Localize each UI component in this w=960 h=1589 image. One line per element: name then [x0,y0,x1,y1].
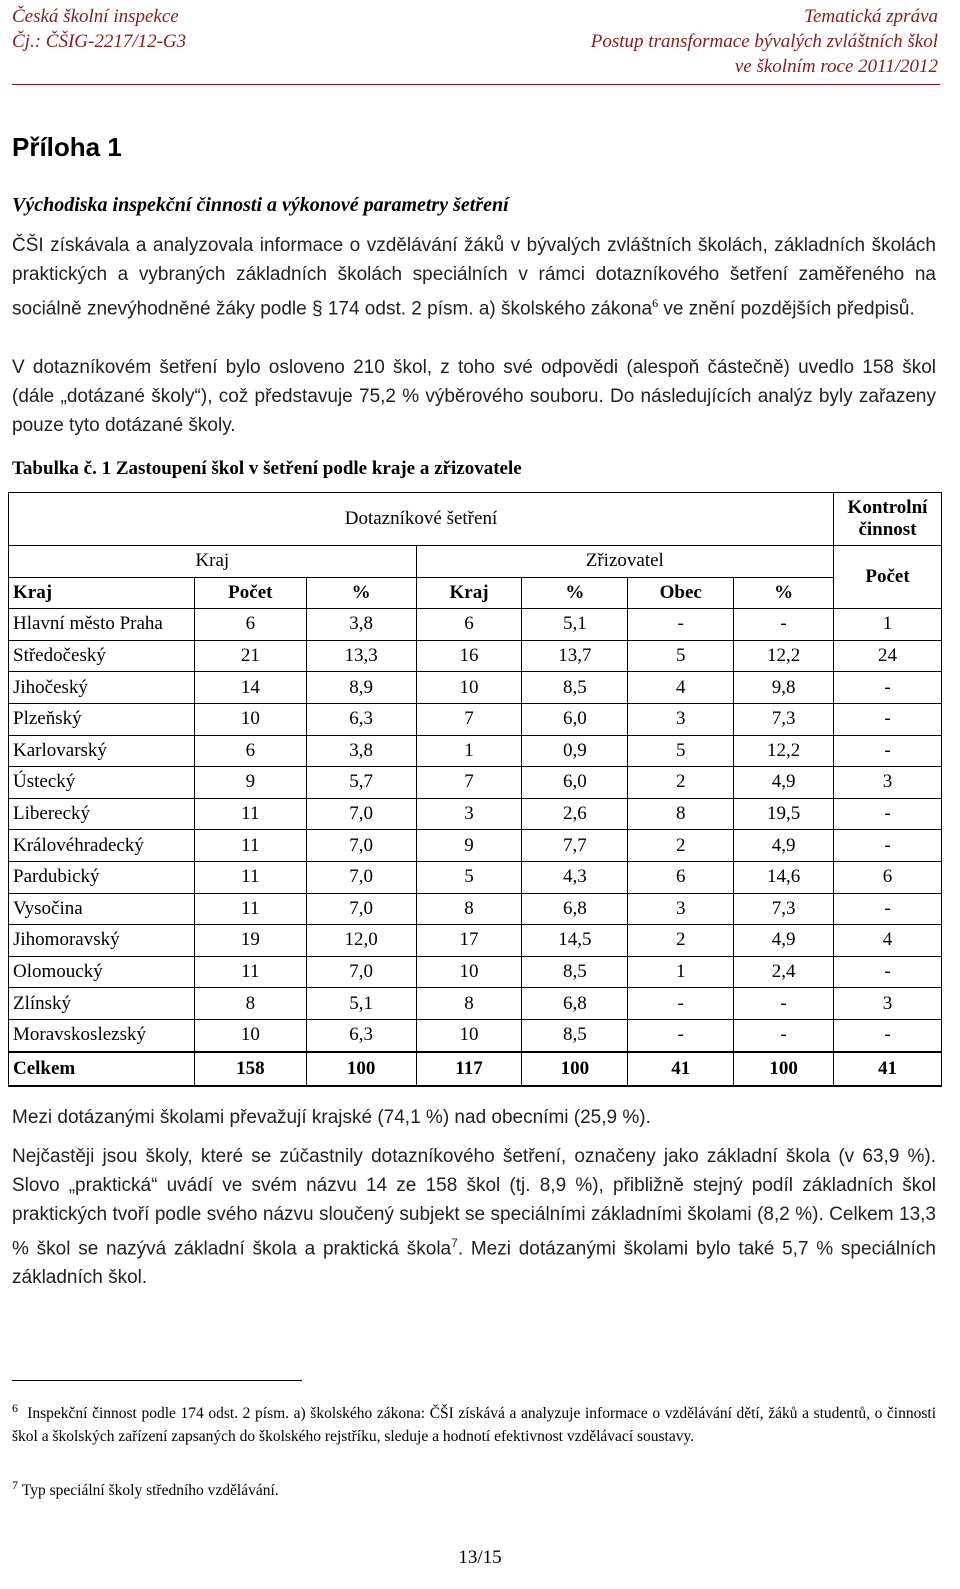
section-title: Východiska inspekční činnosti a výkonové parametry šetření [12,194,509,216]
page-title: Příloha 1 [12,132,122,162]
header-school-year: ve školním roce 2011/2012 [734,56,938,77]
cell-school-pct: 13,3 [306,640,416,672]
cell-kraj-pct: 8,5 [522,1019,628,1051]
cell-region: Olomoucký [9,956,195,988]
footnote-7-text: Typ speciální školy středního vzdělávání. [21,1482,279,1500]
cell-school-pct: 3,8 [306,609,416,641]
cell-control-count: - [834,830,942,862]
cell-obec-pct: 7,3 [734,703,834,735]
cell-obec-pct: 9,8 [734,672,834,704]
cell-obec-count: 3 [628,893,734,925]
cell-school-count: 11 [194,893,306,925]
col-header-pct-kraj: % [522,577,628,609]
cell-obec-count: 2 [628,767,734,799]
survey-group-header: Dotazníkové šetření [9,493,834,546]
table-row [9,893,942,925]
cell-school-count: 11 [194,798,306,830]
header-left [12,4,186,54]
cell-obec-count: 5 [628,640,734,672]
table-row [9,672,942,704]
cell-kraj-count: 10 [416,672,522,704]
cell-kraj-count: 7 [416,767,522,799]
intro-text-end: ve znění pozdějších předpisů. [658,298,915,320]
cell-kraj-count: 8 [416,893,522,925]
cell-school-pct: 7,0 [306,956,416,988]
cell-control-count: - [834,672,942,704]
col-header-kraj: Kraj [9,577,195,609]
footnote-6-text: Inspekční činnost podle 174 odst. 2 písm. a) školského zákona: ČŠI získává a analyzuje informace o vzdělávání dětí, žáků a studentů, o činnosti škol a školských zařízení zapsaných do školského rejstříku, sleduje a hodnotí efektivnost vzdělávací soustavy. [12,1405,937,1446]
cell-control-count: - [834,956,942,988]
control-count-header: Počet [834,546,942,609]
kraj-group-header: Kraj [9,546,417,578]
cell-kraj-count: 9 [416,830,522,862]
cell-control-count: - [834,735,942,767]
cell-control-count: 3 [834,988,942,1020]
cell-school-count: 6 [194,735,306,767]
cell-region: Jihomoravský [9,925,195,957]
footnote-7-number: 7 [12,1478,18,1492]
header-divider [12,84,940,85]
cell-kraj-count: 5 [416,861,522,893]
header-reference-number: Čj.: ČŠIG-2217/12-G3 [12,31,187,52]
cell-kraj-count: 16 [416,640,522,672]
cell-kraj-count: 17 [416,925,522,957]
cell-control-count: 24 [834,640,942,672]
cell-obec-count: 2 [628,925,734,957]
table-row [9,830,942,862]
col-header-pocet: Počet [194,577,306,609]
cell-control-count: - [834,798,942,830]
table-row [9,703,942,735]
schools-by-region-table [8,492,942,1087]
cell-school-pct: 7,0 [306,893,416,925]
cell-region: Karlovarský [9,735,195,767]
cell-region: Středočeský [9,640,195,672]
cell-school-count: 19 [194,925,306,957]
footnote-6 [12,1397,936,1448]
cell-region: Jihočeský [9,672,195,704]
footnote-ref-6[interactable]: 6 [652,296,659,310]
table-row [9,735,942,767]
col-header-obec: Obec [628,577,734,609]
col-header-kraj-founder: Kraj [416,577,522,609]
cell-kraj-pct: 13,7 [522,640,628,672]
cell-control-count: 4 [834,925,942,957]
cell-obec-pct: 7,3 [734,893,834,925]
page-number: 13/15 [458,1547,502,1568]
cell-kraj-pct: 6,8 [522,988,628,1020]
cell-obec-count: 4 [628,672,734,704]
cell-obec-pct: - [734,988,834,1020]
cell-obec-count: 2 [628,830,734,862]
table-row [9,609,942,641]
cell-school-count: 21 [194,640,306,672]
school-names-text-end: . Mezi dotázanými školami bylo také 5,7 % speciálních základních škol. [12,1238,936,1289]
cell-kraj-pct: 14,5 [522,925,628,957]
cell-school-count: 10 [194,703,306,735]
cell-region: Vysočina [9,893,195,925]
footnote-divider [12,1380,302,1381]
total-kraj-pct: 100 [522,1052,628,1086]
cell-kraj-count: 6 [416,609,522,641]
table-total-row [9,1052,942,1086]
total-school-count: 158 [194,1052,306,1086]
cell-school-pct: 5,7 [306,767,416,799]
cell-obec-count: 5 [628,735,734,767]
cell-region: Liberecký [9,798,195,830]
cell-obec-count: 1 [628,956,734,988]
cell-control-count: 1 [834,609,942,641]
total-obec-count: 41 [628,1052,734,1086]
table-caption: Tabulka č. 1 Zastoupení škol v šetření podle kraje a zřizovatele [12,458,522,479]
cell-region: Moravskoslezský [9,1019,195,1051]
cell-obec-pct: 19,5 [734,798,834,830]
table-row [9,925,942,957]
cell-kraj-count: 10 [416,956,522,988]
cell-control-count: - [834,1019,942,1051]
cell-obec-pct: 4,9 [734,925,834,957]
cell-obec-count: - [628,1019,734,1051]
table-row [9,1019,942,1051]
cell-control-count: 6 [834,861,942,893]
cell-region: Plzeňský [9,703,195,735]
cell-kraj-pct: 4,3 [522,861,628,893]
table-row [9,640,942,672]
cell-school-count: 10 [194,1019,306,1051]
total-kraj-count: 117 [416,1052,522,1086]
cell-obec-count: 3 [628,703,734,735]
cell-kraj-count: 3 [416,798,522,830]
table-body [9,609,942,1086]
cell-obec-pct: 4,9 [734,767,834,799]
table-row [9,988,942,1020]
zrizovatel-group-header: Zřizovatel [416,546,833,578]
cell-control-count: - [834,893,942,925]
cell-school-count: 6 [194,609,306,641]
cell-obec-count: - [628,609,734,641]
header-report-title: Postup transformace bývalých zvláštních škol [590,31,938,52]
founder-summary-paragraph: Mezi dotázanými školami převažují krajské (74,1 %) nad obecními (25,9 %). [12,1107,651,1128]
cell-obec-count: 8 [628,798,734,830]
total-obec-pct: 100 [734,1052,834,1086]
cell-control-count: 3 [834,767,942,799]
cell-kraj-pct: 6,8 [522,893,628,925]
cell-kraj-pct: 6,0 [522,703,628,735]
cell-obec-pct: 2,4 [734,956,834,988]
cell-kraj-pct: 6,0 [522,767,628,799]
cell-obec-pct: - [734,609,834,641]
cell-region: Hlavní město Praha [9,609,195,641]
school-names-text: Nejčastěji jsou školy, které se zúčastnily dotazníkového šetření, označeny jako základní škola (v 63,9 %). Slovo „praktická“ uvádí ve svém názvu 14 ze 158 škol (tj. 8,9 %), přibližně stejný podíl základních škol praktických tvoří podle svého názvu sloučený subjekt se speciálními základními školami (8,2 %). Celkem 13,3 % škol se nazývá základní škola a praktická škola [12,1146,936,1260]
cell-control-count: - [834,703,942,735]
cell-school-pct: 12,0 [306,925,416,957]
cell-school-pct: 6,3 [306,1019,416,1051]
table-row [9,861,942,893]
cell-school-count: 8 [194,988,306,1020]
cell-school-count: 9 [194,767,306,799]
intro-paragraph [12,231,936,323]
cell-kraj-count: 8 [416,988,522,1020]
table-row [9,767,942,799]
cell-school-count: 11 [194,861,306,893]
cell-region: Pardubický [9,861,195,893]
cell-kraj-count: 1 [416,735,522,767]
cell-obec-pct: - [734,1019,834,1051]
footnote-6-number: 6 [12,1401,18,1415]
cell-kraj-count: 7 [416,703,522,735]
cell-school-count: 11 [194,956,306,988]
table-row [9,956,942,988]
col-header-pct: % [306,577,416,609]
cell-obec-count: 6 [628,861,734,893]
cell-kraj-pct: 7,7 [522,830,628,862]
cell-region: Zlínský [9,988,195,1020]
cell-region: Ústecký [9,767,195,799]
intro-text: ČŠI získávala a analyzovala informace o vzdělávání žáků v bývalých zvláštních školách, základních školách praktických a vybraných základních školách speciálních v rámci dotazníkového šetření zaměřeného na sociálně znevýhodněné žáky podle § 174 odst. 2 písm. a) školského zákona [12,235,936,320]
cell-school-pct: 7,0 [306,830,416,862]
cell-school-pct: 6,3 [306,703,416,735]
footnote-7 [12,1474,936,1502]
total-region: Celkem [9,1052,195,1086]
cell-school-pct: 7,0 [306,861,416,893]
survey-paragraph: V dotazníkovém šetření bylo osloveno 210 škol, z toho své odpovědi (alespoň částečně) uvedlo 158 škol (dále „dotázané školy“), což představuje 75,2 % výběrového souboru. Do následujících analýz byly zařazeny pouze tyto dotázané školy. [12,357,936,436]
school-names-paragraph [12,1142,936,1292]
cell-obec-pct: 12,2 [734,640,834,672]
cell-kraj-pct: 2,6 [522,798,628,830]
cell-school-pct: 8,9 [306,672,416,704]
col-header-pct-obec: % [734,577,834,609]
total-school-pct: 100 [306,1052,416,1086]
table-row [9,798,942,830]
cell-school-count: 11 [194,830,306,862]
cell-kraj-pct: 8,5 [522,672,628,704]
cell-kraj-pct: 5,1 [522,609,628,641]
total-control-count: 41 [834,1052,942,1086]
cell-school-pct: 3,8 [306,735,416,767]
header-institution: Česká školní inspekce [12,6,179,27]
cell-obec-pct: 14,6 [734,861,834,893]
cell-kraj-pct: 8,5 [522,956,628,988]
header-report-type: Tematická zpráva [804,6,938,27]
cell-obec-count: - [628,988,734,1020]
cell-obec-pct: 12,2 [734,735,834,767]
cell-school-pct: 5,1 [306,988,416,1020]
cell-region: Královéhradecký [9,830,195,862]
cell-kraj-count: 10 [416,1019,522,1051]
header-right [591,4,938,79]
cell-school-pct: 7,0 [306,798,416,830]
cell-school-count: 14 [194,672,306,704]
footnote-ref-7[interactable]: 7 [451,1236,458,1250]
cell-kraj-pct: 0,9 [522,735,628,767]
cell-obec-pct: 4,9 [734,830,834,862]
control-group-header: Kontrolní činnost [834,493,942,546]
